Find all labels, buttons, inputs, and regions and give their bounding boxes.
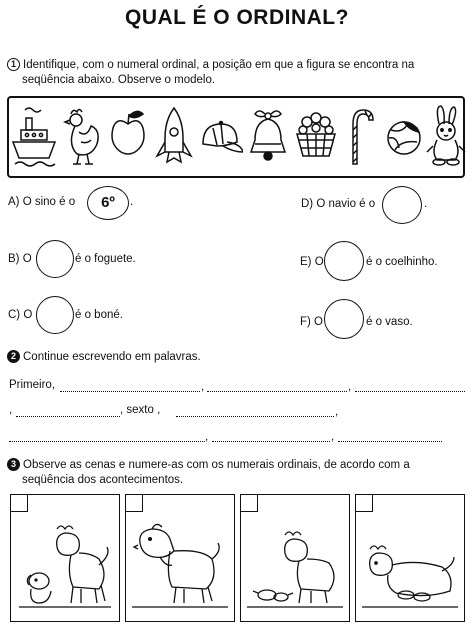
first-label: Primeiro, (9, 379, 56, 391)
figure-sequence-box (7, 96, 465, 178)
bell-icon (245, 104, 291, 168)
comma-label: , (205, 431, 209, 443)
ball-icon (381, 104, 427, 168)
answer-c-letter: C) O (8, 309, 33, 321)
answer-b-circle[interactable] (36, 240, 74, 278)
answer-a-text: O sino é o (22, 196, 76, 208)
answer-line[interactable] (60, 391, 200, 392)
answer-f-text: é o vaso. (366, 316, 413, 328)
question-2-label: Continue escrevendo em palavras. (23, 351, 201, 363)
answer-c-circle[interactable] (36, 296, 74, 334)
ship-icon (11, 104, 57, 168)
question-1-line2: seqüência abaixo. Observe o modelo. (22, 74, 216, 86)
answer-a (8, 196, 75, 208)
answer-e-circle[interactable] (324, 241, 364, 281)
scene-number-box[interactable] (126, 495, 143, 512)
model-answer-value: 6º (101, 194, 115, 211)
scene-4 (355, 494, 465, 622)
answer-a-letter: A) (8, 196, 20, 208)
question-3-text (7, 458, 469, 488)
answer-line[interactable] (207, 391, 347, 392)
model-answer-circle (87, 186, 129, 220)
rocket-icon (151, 104, 197, 168)
dog-with-puppies-scene-image (241, 495, 349, 621)
question-3-line2: seqüência dos acontecimentos. (22, 474, 184, 486)
dog-and-puppy-scene-image (11, 495, 119, 621)
question-3-line1: Observe as cenas e numere-as com os numerais ordinais, de acordo com a (23, 459, 410, 471)
comma-label: , (9, 404, 13, 416)
answer-e-letter: E) O (300, 256, 324, 268)
vase-icon (293, 104, 339, 168)
candy-cane-icon (339, 104, 385, 168)
answer-line[interactable] (338, 441, 442, 442)
scene-1 (10, 494, 120, 622)
apple-icon (105, 104, 151, 168)
answer-a-end: . (130, 196, 134, 208)
sixth-label: , sexto , (120, 404, 161, 416)
bunny-icon (423, 104, 469, 168)
comma-label: , (335, 406, 339, 418)
answer-b-text: é o foguete. (75, 253, 136, 265)
answer-line[interactable] (9, 441, 205, 442)
scene-number-box[interactable] (241, 495, 258, 512)
answer-f-letter: F) O (300, 316, 323, 328)
answer-d-letter: D) O navio é o (301, 198, 376, 210)
answer-f-circle[interactable] (324, 299, 364, 339)
comma-label: , (201, 381, 205, 393)
page-title: QUAL É O ORDINAL? (125, 6, 349, 29)
scene-number-box[interactable] (356, 495, 373, 512)
answer-c-text: é o boné. (75, 309, 123, 321)
scene-2 (125, 494, 235, 622)
question-2-number: 2 (7, 350, 20, 363)
hen-icon (57, 104, 103, 168)
answer-line[interactable] (212, 441, 330, 442)
dog-alone-scene-image (126, 495, 234, 621)
answer-e-text: é o coelhinho. (366, 256, 438, 268)
scene-number-box[interactable] (11, 495, 28, 512)
answer-d-end: . (424, 198, 428, 210)
answer-d-circle[interactable] (382, 186, 422, 224)
question-1-text (7, 58, 469, 88)
question-3-number: 3 (7, 458, 20, 471)
comma-label: , (331, 431, 335, 443)
answer-line[interactable] (16, 416, 120, 417)
dog-lying-with-puppies-scene-image (356, 495, 464, 621)
cap-icon (197, 104, 243, 168)
comma-label: , (348, 381, 352, 393)
question-1-line1: Identifique, com o numeral ordinal, a posição em que a figura se encontra na (23, 59, 415, 71)
scene-3 (240, 494, 350, 622)
question-1-number: 1 (7, 58, 20, 71)
answer-line[interactable] (176, 416, 334, 417)
answer-b-letter: B) O (8, 253, 32, 265)
answer-line[interactable] (355, 391, 465, 392)
question-2-text (7, 350, 201, 365)
